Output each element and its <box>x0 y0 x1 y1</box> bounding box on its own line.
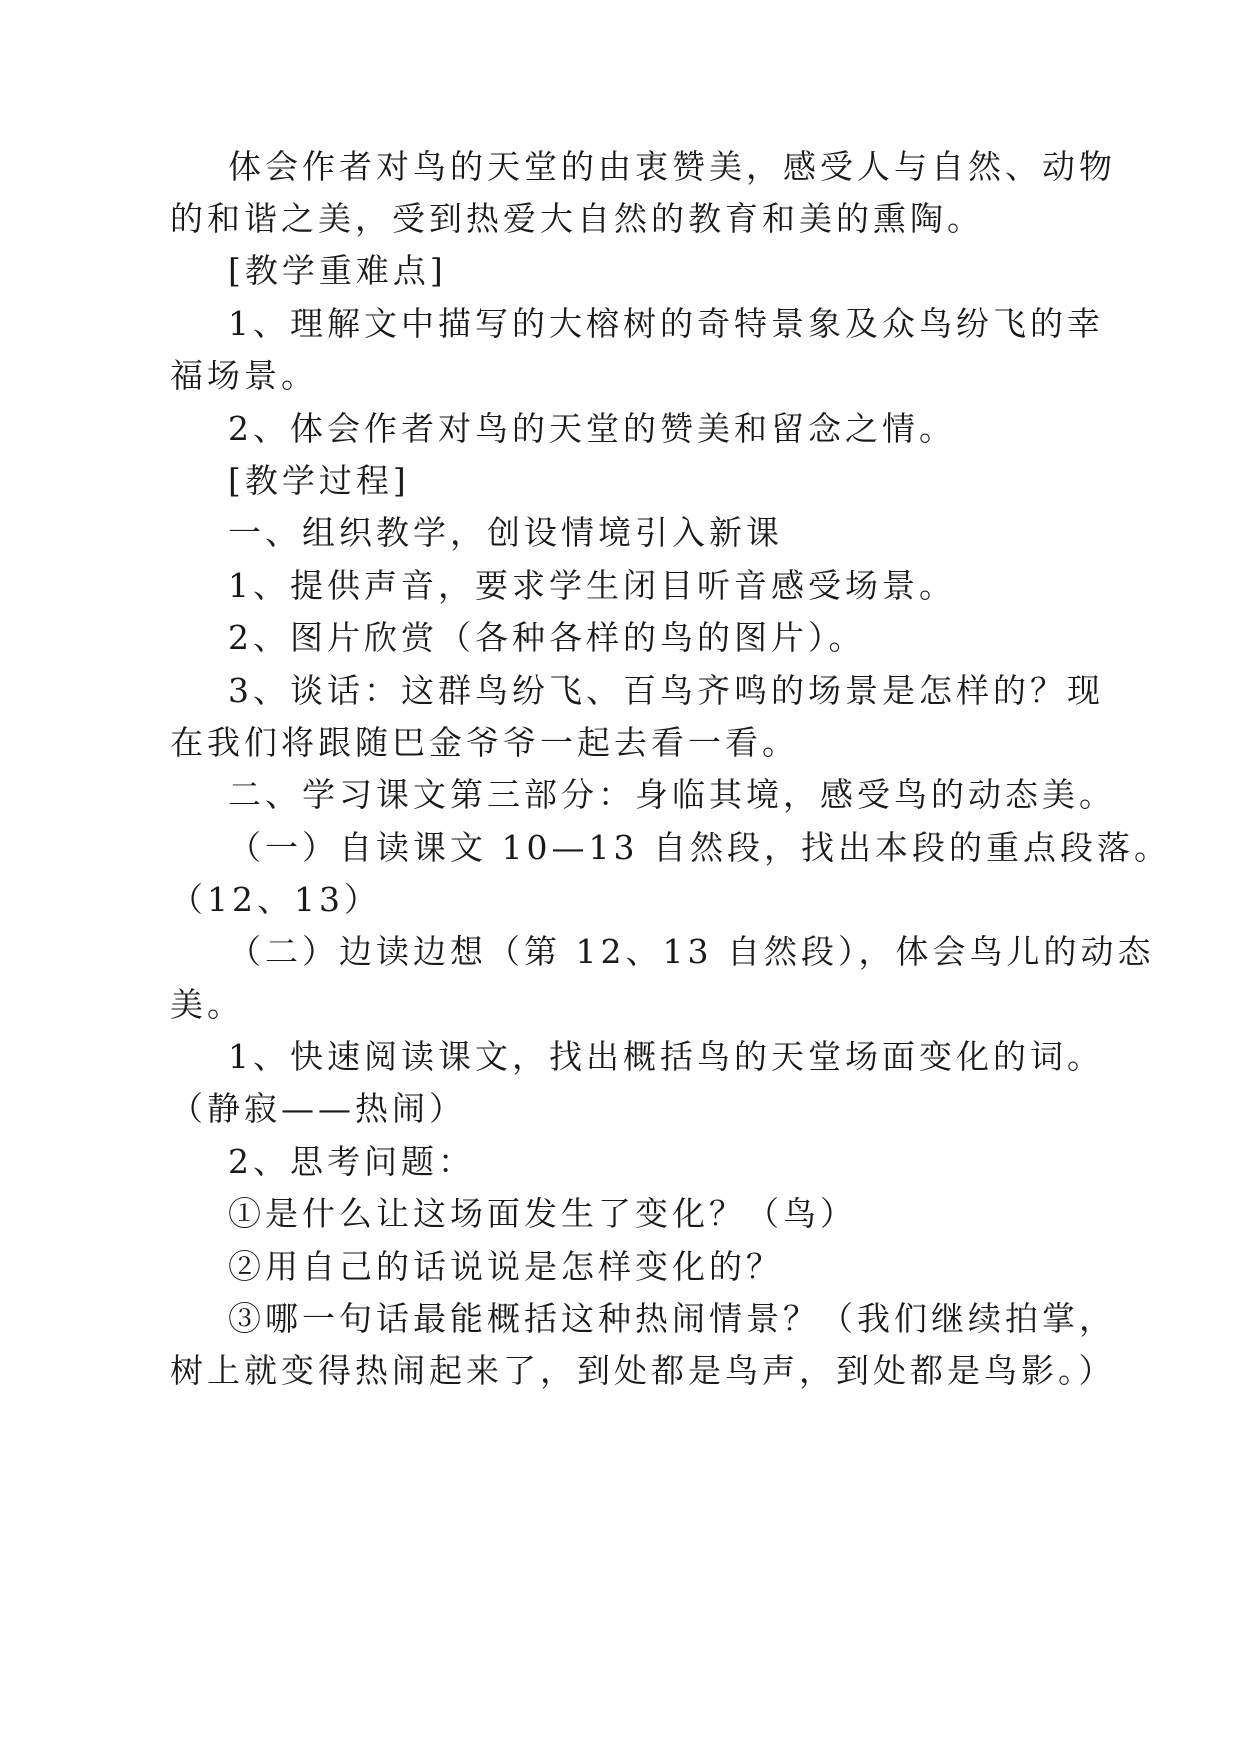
paragraph-line: （一）自读课文 10—13 自然段，找出本段的重点段落。 <box>228 828 1171 867</box>
paragraph-line: 3、谈话：这群鸟纷飞、百鸟齐鸣的场景是怎样的？现 <box>228 671 1104 710</box>
section-heading: [教学重难点] <box>228 251 447 290</box>
paragraph-line: 在我们将跟随巴金爷爷一起去看一看。 <box>170 723 799 762</box>
paragraph-line: ②用自己的话说说是怎样变化的？ <box>228 1247 783 1286</box>
paragraph-line: 1、快速阅读课文，找出概括鸟的天堂场面变化的词。 <box>228 1037 1104 1076</box>
paragraph-line: 1、理解文中描写的大榕树的奇特景象及众鸟纷飞的幸 <box>228 304 1104 343</box>
paragraph-line: 2、思考问题： <box>228 1142 475 1181</box>
paragraph-line: 福场景。 <box>170 356 318 395</box>
paragraph-line: 1、提供声音，要求学生闭目听音感受场景。 <box>228 566 956 605</box>
paragraph-line: 2、图片欣赏（各种各样的鸟的图片）。 <box>228 618 866 657</box>
paragraph-line: ③哪一句话最能概括这种热闹情景？（我们继续拍掌， <box>228 1299 1116 1338</box>
paragraph-line: 体会作者对鸟的天堂的由衷赞美，感受人与自然、动物 <box>228 147 1116 186</box>
paragraph-line: （静寂——热闹） <box>170 1089 466 1128</box>
section-heading: [教学过程] <box>228 461 410 500</box>
paragraph-line: 树上就变得热闹起来了，到处都是鸟声，到处都是鸟影。） <box>170 1351 1116 1390</box>
paragraph-line: （二）边读边想（第 12、13 自然段），体会鸟儿的动态 <box>228 932 1155 971</box>
paragraph-line: 二、学习课文第三部分：身临其境，感受鸟的动态美。 <box>228 775 1116 814</box>
paragraph-line: 2、体会作者对鸟的天堂的赞美和留念之情。 <box>228 409 956 448</box>
paragraph-line: 的和谐之美，受到热爱大自然的教育和美的熏陶。 <box>170 199 984 238</box>
paragraph-line: ①是什么让这场面发生了变化？（鸟） <box>228 1194 857 1233</box>
paragraph-line: 美。 <box>170 985 244 1024</box>
paragraph-line: 一、组织教学，创设情境引入新课 <box>228 513 783 552</box>
paragraph-line: （12、13） <box>170 880 381 919</box>
